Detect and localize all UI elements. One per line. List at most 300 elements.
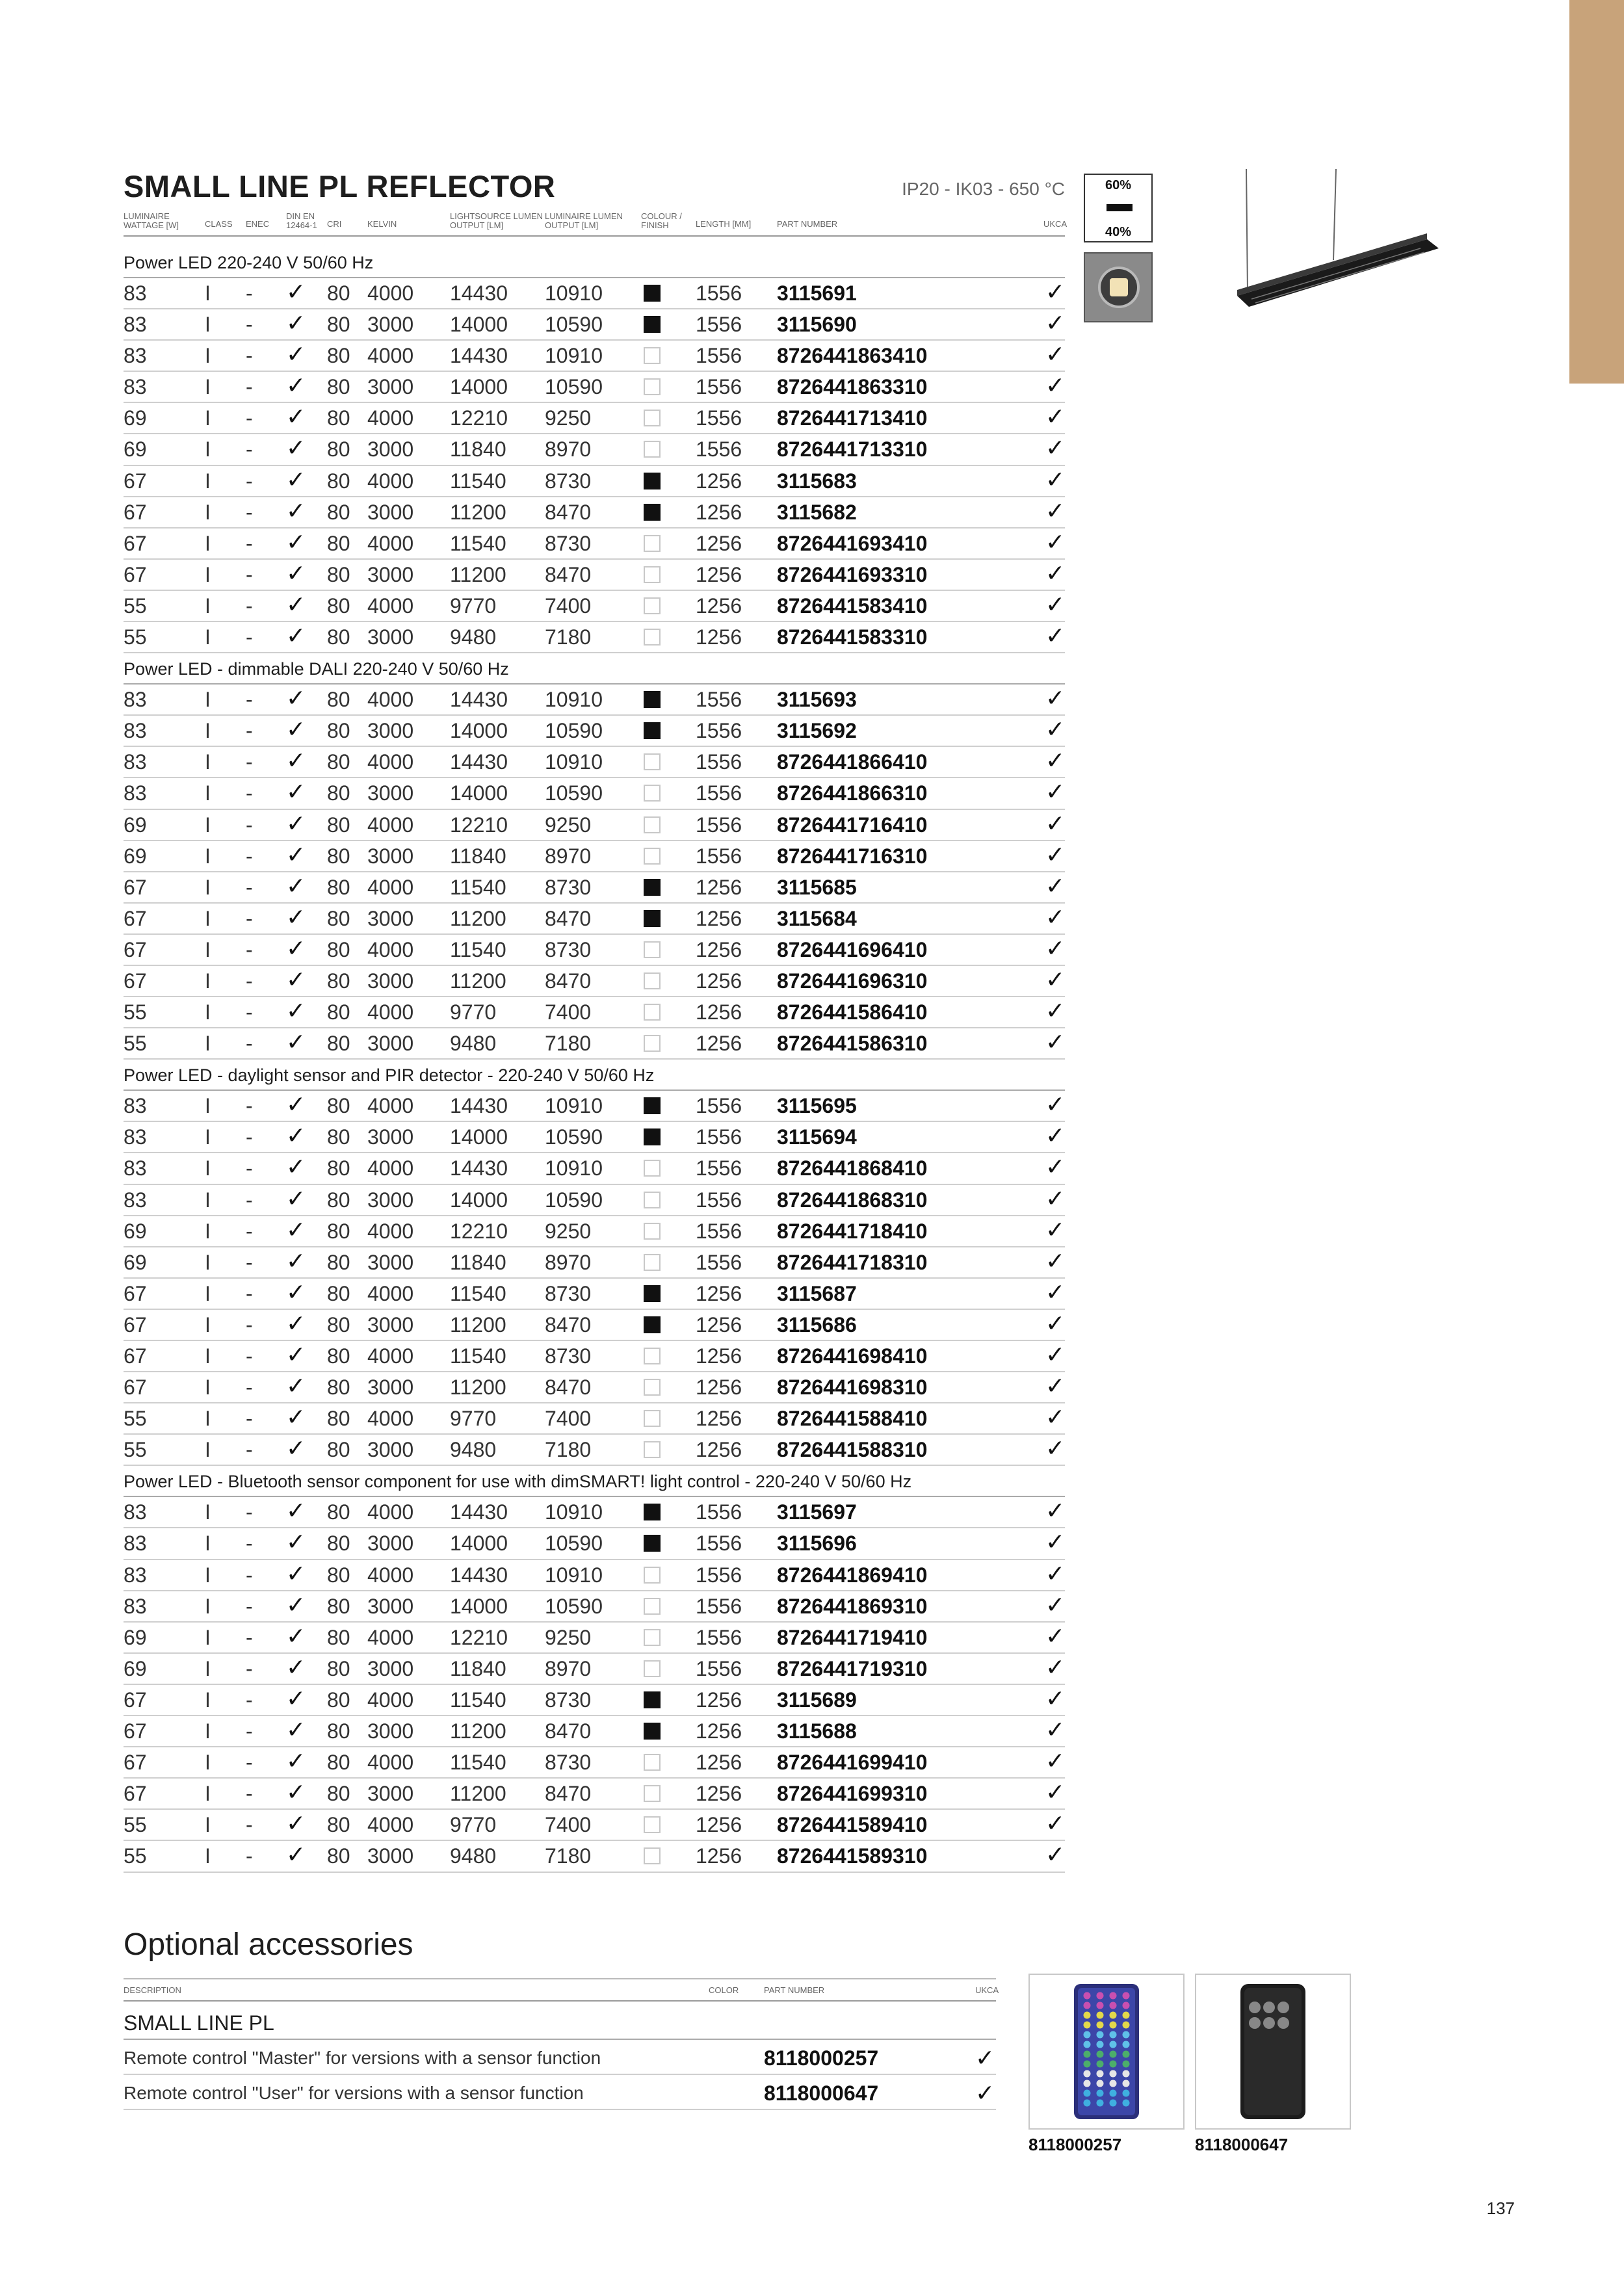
cell-luminaire-lumen: 7400 — [545, 1813, 592, 1837]
cell-lightsource-lumen: 11540 — [450, 531, 506, 555]
table-row — [124, 778, 1065, 809]
cell-class: I — [205, 1312, 211, 1337]
colour-swatch-black — [644, 722, 661, 739]
cell-length: 1256 — [696, 625, 742, 649]
cell-part-number: 8726441868410 — [777, 1156, 928, 1181]
din-check-icon: ✓ — [286, 434, 306, 462]
cell-cri: 80 — [327, 1500, 350, 1524]
cell-part-number: 8726441863410 — [777, 344, 928, 368]
table-row — [124, 1654, 1065, 1685]
table-row — [124, 1560, 1065, 1591]
cell-enec: - — [246, 1250, 253, 1274]
colour-swatch-white — [644, 1754, 661, 1771]
colour-swatch-black — [644, 691, 661, 708]
cell-lightsource-lumen: 14000 — [450, 781, 508, 805]
cell-part-number: 3115683 — [777, 469, 857, 493]
cell-class: I — [205, 1500, 211, 1524]
cell-luminaire-lumen: 8470 — [545, 1719, 592, 1743]
cell-length: 1556 — [696, 750, 742, 774]
cell-cri: 80 — [327, 1312, 350, 1337]
cell-part-number: 3115696 — [777, 1532, 857, 1556]
cell-wattage: 83 — [124, 281, 147, 305]
remote-button — [1110, 2002, 1117, 2009]
cell-wattage: 55 — [124, 1407, 147, 1431]
remote-button — [1084, 2080, 1091, 2087]
cell-wattage: 69 — [124, 1219, 147, 1243]
cell-class: I — [205, 1844, 211, 1868]
led-module-icon — [1084, 252, 1153, 322]
cell-lightsource-lumen: 12210 — [450, 406, 508, 430]
cell-kelvin: 3000 — [367, 437, 414, 462]
acc-header-description: DESCRIPTION — [124, 1985, 181, 1995]
cell-cri: 80 — [327, 781, 350, 805]
din-check-icon: ✓ — [286, 559, 306, 586]
cell-cri: 80 — [327, 1407, 350, 1431]
cell-kelvin: 3000 — [367, 1438, 414, 1462]
cell-cri: 80 — [327, 469, 350, 493]
cell-wattage: 67 — [124, 937, 147, 961]
cell-luminaire-lumen: 10910 — [545, 1500, 603, 1524]
cell-lightsource-lumen: 14000 — [450, 1188, 508, 1212]
table-row — [124, 622, 1065, 653]
remote-button — [1097, 2041, 1104, 2048]
remote-button — [1123, 1992, 1130, 2000]
cell-enec: - — [246, 906, 253, 930]
cell-length: 1556 — [696, 688, 742, 712]
remote-button — [1110, 2041, 1117, 2048]
colour-swatch-black — [644, 1097, 661, 1114]
ukca-check-icon: ✓ — [1045, 1779, 1066, 1806]
cell-kelvin: 3000 — [367, 969, 414, 993]
cell-part-number: 8726441698410 — [777, 1344, 928, 1368]
cell-kelvin: 3000 — [367, 1782, 414, 1806]
ukca-check-icon: ✓ — [1045, 965, 1066, 993]
cell-class: I — [205, 906, 211, 930]
cell-length: 1256 — [696, 1688, 742, 1712]
cell-part-number: 8726441719310 — [777, 1656, 928, 1680]
table-row — [124, 403, 1065, 434]
cell-cri: 80 — [327, 969, 350, 993]
cell-length: 1256 — [696, 1344, 742, 1368]
cell-length: 1556 — [696, 1219, 742, 1243]
table-row — [124, 1310, 1065, 1341]
cell-enec: - — [246, 1281, 253, 1305]
din-check-icon: ✓ — [286, 1497, 306, 1524]
cell-luminaire-lumen: 10590 — [545, 375, 603, 399]
cell-luminaire-lumen: 10590 — [545, 1125, 603, 1149]
cell-kelvin: 3000 — [367, 1125, 414, 1149]
cell-kelvin: 4000 — [367, 1813, 414, 1837]
remote-user-icon — [1196, 1975, 1350, 2128]
cell-enec: - — [246, 313, 253, 337]
remote-button — [1110, 2031, 1117, 2039]
din-check-icon: ✓ — [286, 1122, 306, 1149]
cell-enec: - — [246, 594, 253, 618]
cell-enec: - — [246, 1782, 253, 1806]
cell-class: I — [205, 1751, 211, 1775]
cell-luminaire-lumen: 10910 — [545, 281, 603, 305]
ukca-check-icon: ✓ — [1045, 309, 1066, 337]
cell-luminaire-lumen: 7400 — [545, 1000, 592, 1024]
din-check-icon: ✓ — [286, 528, 306, 555]
suspension-wire — [1333, 169, 1336, 260]
cell-cri: 80 — [327, 1532, 350, 1556]
cell-wattage: 67 — [124, 562, 147, 586]
cell-luminaire-lumen: 10590 — [545, 1532, 603, 1556]
product-image — [1232, 163, 1447, 325]
cell-length: 1256 — [696, 1751, 742, 1775]
colour-swatch-white — [644, 1192, 661, 1208]
cell-cri: 80 — [327, 1594, 350, 1618]
cell-luminaire-lumen: 8470 — [545, 1312, 592, 1337]
cell-enec: - — [246, 1125, 253, 1149]
cell-wattage: 67 — [124, 1751, 147, 1775]
cell-wattage: 55 — [124, 625, 147, 649]
colour-swatch-white — [644, 1160, 661, 1177]
ukca-check-icon: ✓ — [1045, 716, 1066, 743]
cell-lightsource-lumen: 12210 — [450, 1219, 508, 1243]
table-row — [124, 1435, 1065, 1466]
cell-luminaire-lumen: 10910 — [545, 750, 603, 774]
remote-button — [1097, 2002, 1104, 2009]
cell-class: I — [205, 375, 211, 399]
colour-swatch-white — [644, 1348, 661, 1364]
table-row — [124, 935, 1065, 966]
cell-cri: 80 — [327, 937, 350, 961]
cell-part-number: 3115694 — [777, 1125, 857, 1149]
cell-wattage: 69 — [124, 1625, 147, 1649]
cell-enec: - — [246, 1719, 253, 1743]
cell-kelvin: 3000 — [367, 844, 414, 868]
cell-lightsource-lumen: 9480 — [450, 1032, 497, 1056]
remote-button — [1084, 2070, 1091, 2078]
ukca-check-icon: ✓ — [1045, 465, 1066, 493]
page-title: SMALL LINE PL REFLECTOR — [124, 169, 556, 203]
beam-bar — [1107, 204, 1133, 211]
ukca-check-icon: ✓ — [1045, 685, 1066, 712]
cell-class: I — [205, 1032, 211, 1056]
colour-swatch-white — [644, 1223, 661, 1240]
ukca-check-icon: ✓ — [1045, 1559, 1066, 1587]
colour-swatch-black — [644, 1691, 661, 1708]
cell-wattage: 83 — [124, 344, 147, 368]
cell-wattage: 83 — [124, 375, 147, 399]
cell-part-number: 8726441583310 — [777, 625, 928, 649]
cell-wattage: 83 — [124, 1188, 147, 1212]
remote-button — [1110, 2012, 1117, 2019]
cell-lightsource-lumen: 11540 — [450, 1751, 506, 1775]
cell-part-number: 8726441866310 — [777, 781, 928, 805]
ukca-check-icon: ✓ — [1045, 1591, 1066, 1618]
din-check-icon: ✓ — [286, 309, 306, 337]
din-check-icon: ✓ — [286, 1184, 306, 1212]
remote-button — [1123, 2031, 1130, 2039]
ukca-check-icon: ✓ — [1045, 1716, 1066, 1743]
ukca-check-icon: ✓ — [1045, 872, 1066, 899]
cell-enec: - — [246, 719, 253, 743]
cell-wattage: 67 — [124, 1312, 147, 1337]
ukca-check-icon: ✓ — [1045, 1810, 1066, 1837]
remote-button — [1097, 2031, 1104, 2039]
cell-lightsource-lumen: 14000 — [450, 313, 508, 337]
remote-master-icon — [1030, 1975, 1183, 2128]
cell-luminaire-lumen: 10590 — [545, 313, 603, 337]
cell-lightsource-lumen: 9770 — [450, 594, 497, 618]
cell-enec: - — [246, 469, 253, 493]
cell-wattage: 83 — [124, 688, 147, 712]
remote-button — [1110, 2080, 1117, 2087]
cell-kelvin: 4000 — [367, 813, 414, 837]
cell-kelvin: 4000 — [367, 1563, 414, 1587]
cell-class: I — [205, 1563, 211, 1587]
din-check-icon: ✓ — [286, 622, 306, 649]
din-check-icon: ✓ — [286, 747, 306, 774]
cell-wattage: 83 — [124, 1532, 147, 1556]
cell-cri: 80 — [327, 313, 350, 337]
cell-kelvin: 3000 — [367, 1844, 414, 1868]
remote-button — [1084, 2022, 1091, 2029]
din-check-icon: ✓ — [286, 465, 306, 493]
cell-kelvin: 4000 — [367, 1751, 414, 1775]
ukca-check-icon: ✓ — [1045, 403, 1066, 430]
cell-wattage: 67 — [124, 1782, 147, 1806]
cell-kelvin: 4000 — [367, 1407, 414, 1431]
cell-luminaire-lumen: 8730 — [545, 875, 592, 899]
colour-swatch-white — [644, 1816, 661, 1833]
din-check-icon: ✓ — [286, 1684, 306, 1712]
colour-swatch-black — [644, 504, 661, 521]
table-row — [124, 810, 1065, 841]
cell-part-number: 8726441583410 — [777, 594, 928, 618]
ukca-check-icon: ✓ — [1045, 1497, 1066, 1524]
cell-lightsource-lumen: 14000 — [450, 1125, 508, 1149]
remote-button — [1097, 2100, 1104, 2107]
colour-swatch-white — [644, 941, 661, 958]
cell-class: I — [205, 1407, 211, 1431]
cell-enec: - — [246, 1032, 253, 1056]
cell-cri: 80 — [327, 813, 350, 837]
cell-part-number: 3115682 — [777, 500, 857, 524]
cell-part-number: 8726441719410 — [777, 1625, 928, 1649]
cell-wattage: 83 — [124, 1500, 147, 1524]
table-column-headers — [124, 212, 1065, 237]
cell-luminaire-lumen: 7400 — [545, 594, 592, 618]
cell-class: I — [205, 594, 211, 618]
cell-wattage: 67 — [124, 1376, 147, 1400]
din-check-icon: ✓ — [286, 497, 306, 524]
cell-lightsource-lumen: 11540 — [450, 1281, 506, 1305]
cell-wattage: 69 — [124, 844, 147, 868]
cell-kelvin: 3000 — [367, 500, 414, 524]
cell-wattage: 67 — [124, 1688, 147, 1712]
cell-part-number: 3115689 — [777, 1688, 857, 1712]
cell-kelvin: 3000 — [367, 562, 414, 586]
cell-luminaire-lumen: 7180 — [545, 1438, 592, 1462]
colour-swatch-white — [644, 597, 661, 614]
cell-length: 1256 — [696, 1407, 742, 1431]
ukca-check-icon: ✓ — [1045, 934, 1066, 961]
cell-kelvin: 3000 — [367, 1032, 414, 1056]
cell-cri: 80 — [327, 1281, 350, 1305]
beam-down-value: 40% — [1105, 225, 1132, 239]
remote-button — [1097, 2061, 1104, 2068]
cell-class: I — [205, 844, 211, 868]
cell-part-number: 3115697 — [777, 1500, 857, 1524]
cell-lightsource-lumen: 14430 — [450, 688, 508, 712]
cell-length: 1256 — [696, 531, 742, 555]
cell-kelvin: 4000 — [367, 1219, 414, 1243]
cell-lightsource-lumen: 14000 — [450, 719, 508, 743]
cell-length: 1256 — [696, 1813, 742, 1837]
remote-button — [1084, 2031, 1091, 2039]
colour-swatch-black — [644, 1504, 661, 1520]
colour-swatch-white — [644, 1567, 661, 1584]
header-length: LENGTH [MM] — [696, 219, 752, 229]
colour-swatch-black — [644, 1723, 661, 1740]
din-check-icon: ✓ — [286, 372, 306, 399]
cell-cri: 80 — [327, 1188, 350, 1212]
cell-cri: 80 — [327, 437, 350, 462]
cell-length: 1556 — [696, 344, 742, 368]
cell-luminaire-lumen: 10910 — [545, 1563, 603, 1587]
cell-length: 1256 — [696, 562, 742, 586]
cell-luminaire-lumen: 9250 — [545, 813, 592, 837]
cell-enec: - — [246, 437, 253, 462]
remote-button — [1110, 2070, 1117, 2078]
table-row — [124, 1528, 1065, 1559]
cell-luminaire-lumen: 7180 — [545, 1032, 592, 1056]
cell-lightsource-lumen: 9480 — [450, 625, 497, 649]
cell-part-number: 8726441718410 — [777, 1219, 928, 1243]
cell-lightsource-lumen: 12210 — [450, 1625, 508, 1649]
remote-button — [1084, 2100, 1091, 2107]
cell-part-number: 8726441699410 — [777, 1751, 928, 1775]
table-row — [124, 591, 1065, 622]
cell-lightsource-lumen: 11200 — [450, 969, 506, 993]
cell-part-number: 3115695 — [777, 1094, 857, 1118]
remote-button — [1097, 2012, 1104, 2019]
din-check-icon: ✓ — [286, 1747, 306, 1775]
cell-wattage: 83 — [124, 1094, 147, 1118]
cell-enec: - — [246, 1219, 253, 1243]
cell-wattage: 55 — [124, 1844, 147, 1868]
cell-cri: 80 — [327, 1094, 350, 1118]
section-title: Power LED - daylight sensor and PIR detector - 220-240 V 50/60 Hz — [124, 1060, 1065, 1091]
cell-cri: 80 — [327, 875, 350, 899]
remote-button — [1110, 1992, 1117, 2000]
remote-master-label: 8118000257 — [1028, 2135, 1122, 2154]
remote-button — [1097, 2080, 1104, 2087]
cell-kelvin: 3000 — [367, 625, 414, 649]
cell-length: 1556 — [696, 281, 742, 305]
cell-enec: - — [246, 750, 253, 774]
cell-lightsource-lumen: 11840 — [450, 1656, 506, 1680]
cell-enec: - — [246, 1156, 253, 1181]
table-row — [124, 309, 1065, 341]
cell-luminaire-lumen: 8470 — [545, 1376, 592, 1400]
cell-class: I — [205, 625, 211, 649]
cell-cri: 80 — [327, 719, 350, 743]
colour-swatch-white — [644, 785, 661, 802]
cell-enec: - — [246, 875, 253, 899]
table-row — [124, 716, 1065, 747]
cell-length: 1556 — [696, 375, 742, 399]
cell-length: 1556 — [696, 781, 742, 805]
din-check-icon: ✓ — [286, 841, 306, 868]
section-title: Power LED 220-240 V 50/60 Hz — [124, 247, 1065, 278]
ukca-check-icon: ✓ — [1045, 1309, 1066, 1337]
cell-wattage: 83 — [124, 781, 147, 805]
cell-luminaire-lumen: 9250 — [545, 1625, 592, 1649]
cell-part-number: 8726441869410 — [777, 1563, 928, 1587]
table-row — [124, 372, 1065, 403]
cell-length: 1256 — [696, 906, 742, 930]
cell-kelvin: 3000 — [367, 719, 414, 743]
din-check-icon: ✓ — [286, 1372, 306, 1400]
cell-class: I — [205, 1625, 211, 1649]
cell-enec: - — [246, 625, 253, 649]
colour-swatch-white — [644, 1629, 661, 1646]
cell-lightsource-lumen: 11840 — [450, 844, 506, 868]
ukca-check-icon: ✓ — [1045, 1153, 1066, 1181]
cell-part-number: 8726441866410 — [777, 750, 928, 774]
cell-lightsource-lumen: 12210 — [450, 813, 508, 837]
cell-length: 1256 — [696, 875, 742, 899]
accessories-column-headers — [124, 1978, 999, 2002]
din-check-icon: ✓ — [286, 1247, 306, 1274]
cell-enec: - — [246, 813, 253, 837]
cell-lightsource-lumen: 11840 — [450, 1250, 506, 1274]
cell-length: 1256 — [696, 1312, 742, 1337]
cell-cri: 80 — [327, 562, 350, 586]
cell-enec: - — [246, 1688, 253, 1712]
colour-swatch-black — [644, 1316, 661, 1333]
cell-enec: - — [246, 1500, 253, 1524]
accessory-row — [124, 2041, 996, 2075]
ukca-check-icon: ✓ — [1045, 903, 1066, 930]
cell-class: I — [205, 1281, 211, 1305]
cell-length: 1556 — [696, 719, 742, 743]
cell-enec: - — [246, 500, 253, 524]
cell-enec: - — [246, 1813, 253, 1837]
section-title: Power LED - dimmable DALI 220-240 V 50/60 Hz — [124, 653, 1065, 685]
cell-class: I — [205, 344, 211, 368]
cell-luminaire-lumen: 9250 — [545, 1219, 592, 1243]
cell-wattage: 67 — [124, 1719, 147, 1743]
din-check-icon: ✓ — [286, 1559, 306, 1587]
cell-cri: 80 — [327, 1344, 350, 1368]
cell-cri: 80 — [327, 1625, 350, 1649]
cell-class: I — [205, 562, 211, 586]
cell-part-number: 8726441588310 — [777, 1438, 928, 1462]
cell-cri: 80 — [327, 406, 350, 430]
din-check-icon: ✓ — [286, 1591, 306, 1618]
cell-length: 1556 — [696, 313, 742, 337]
cell-kelvin: 3000 — [367, 313, 414, 337]
acc-header-ukca: UKCA — [975, 1985, 999, 1995]
colour-swatch-white — [644, 972, 661, 989]
ukca-check-icon: ✓ — [1045, 1184, 1066, 1212]
cell-class: I — [205, 1156, 211, 1181]
cell-enec: - — [246, 1188, 253, 1212]
ukca-check-icon: ✓ — [1045, 1028, 1066, 1056]
table-row — [124, 1028, 1065, 1060]
cell-cri: 80 — [327, 844, 350, 868]
cell-wattage: 55 — [124, 1032, 147, 1056]
cell-luminaire-lumen: 7400 — [545, 1407, 592, 1431]
table-row — [124, 1122, 1065, 1153]
cell-part-number: 8726441588410 — [777, 1407, 928, 1431]
